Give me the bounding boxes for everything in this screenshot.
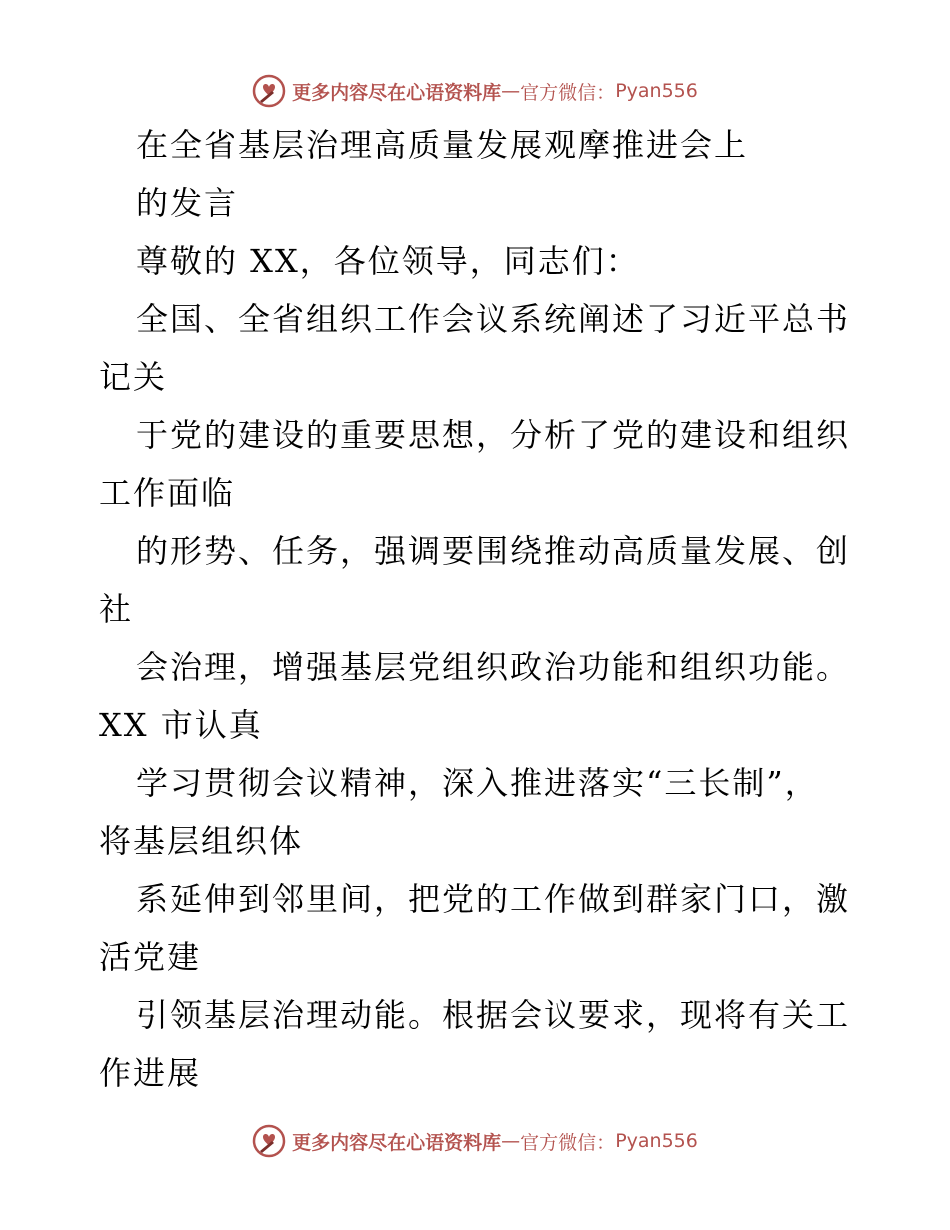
- document-body: [99, 116, 859, 1102]
- document-line: 社: [99, 590, 134, 628]
- document-line: 工作面临: [99, 474, 236, 512]
- watermark-contact-label: 官方微信：: [520, 1131, 616, 1154]
- document-line: 会治理，增强基层党组织政治功能和组织功能。: [136, 648, 851, 686]
- heart-pen-logo-icon: [252, 74, 286, 108]
- document-line: 在全省基层治理高质量发展观摩推进会上: [136, 126, 749, 164]
- document-line: 的形势、任务，强调要围绕推动高质量发展、创: [136, 532, 851, 570]
- watermark-brand: 更多内容尽在心语资料库: [292, 1131, 502, 1154]
- watermark-separator: —: [501, 80, 521, 102]
- document-line: 尊敬的 XX，各位领导，同志们：: [136, 242, 640, 280]
- document-line: XX 市认真: [99, 706, 263, 744]
- watermark-contact-label: 官方微信：: [520, 81, 616, 104]
- document-line: 学习贯彻会议精神，深入推进落实“三长制”，: [136, 764, 819, 802]
- watermark-contact: Pyan556: [615, 80, 698, 102]
- document-line: 将基层组织体: [99, 822, 304, 860]
- document-line: 系延伸到邻里间，把党的工作做到群家门口，激: [136, 880, 851, 918]
- heart-pen-logo-icon: [252, 1124, 286, 1158]
- document-line: 于党的建设的重要思想，分析了党的建设和组织: [136, 416, 851, 454]
- document-line: 活党建: [99, 938, 202, 976]
- document-line: 全国、全省组织工作会议系统阐述了习近平总书: [136, 300, 851, 338]
- watermark-separator: —: [501, 1130, 521, 1152]
- document-line: 引领基层治理动能。根据会议要求，现将有关工: [136, 996, 851, 1034]
- document-line: 作进展: [99, 1054, 202, 1092]
- watermark-contact: Pyan556: [615, 1130, 698, 1152]
- document-line: 的发言: [136, 184, 239, 222]
- footer-watermark: [0, 1121, 950, 1161]
- watermark-brand: 更多内容尽在心语资料库: [292, 81, 502, 104]
- document-line: 记关: [99, 358, 168, 396]
- header-watermark: [0, 71, 950, 111]
